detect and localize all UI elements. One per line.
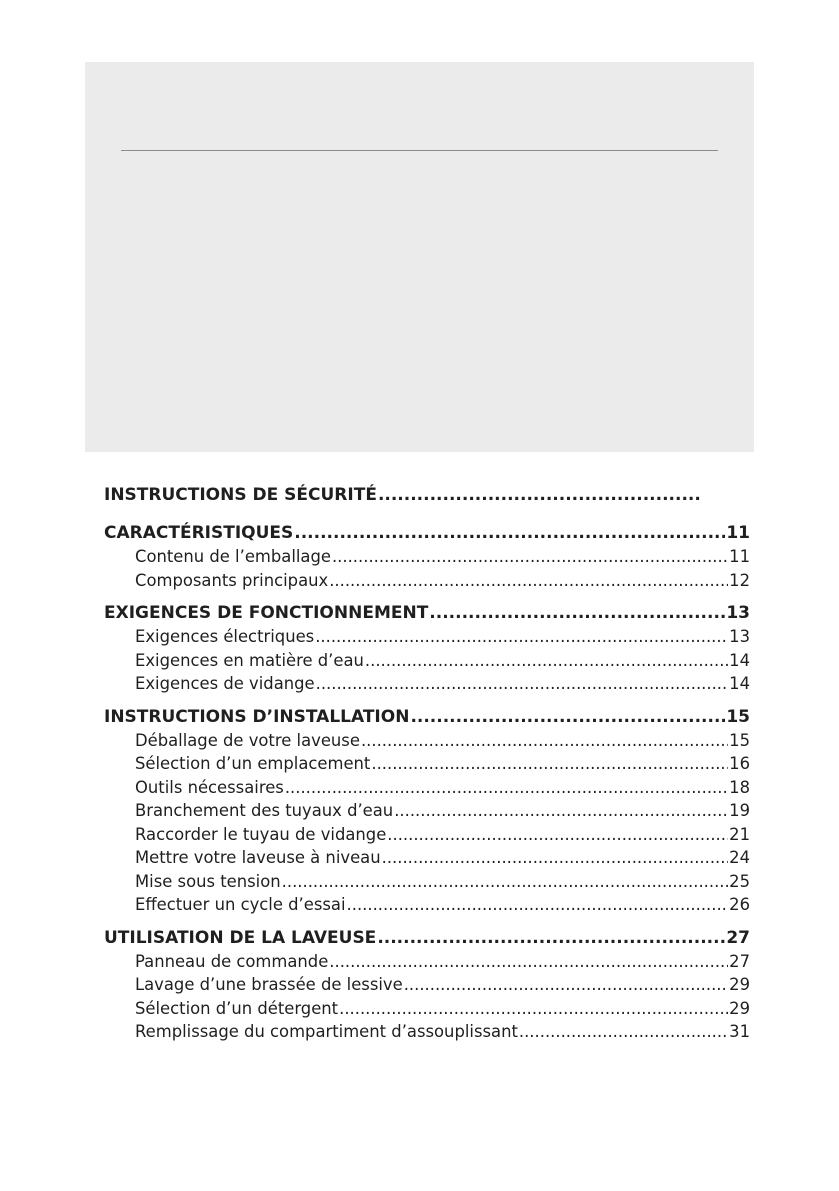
toc-page: 11 bbox=[729, 547, 750, 566]
toc-label: Lavage d’une brassée de lessive bbox=[135, 975, 403, 994]
toc-leader bbox=[329, 950, 728, 974]
toc-item-leveling[interactable] bbox=[104, 846, 750, 870]
toc-label: Remplissage du compartiment d’assouplissant bbox=[135, 1022, 518, 1041]
toc-leader bbox=[404, 973, 728, 997]
toc-label: Exigences en matière d’eau bbox=[135, 650, 364, 670]
toc-page: 25 bbox=[729, 871, 750, 891]
toc-section-using-washer[interactable] bbox=[104, 927, 750, 950]
toc-label: Déballage de votre laveuse bbox=[135, 730, 360, 750]
toc-leader bbox=[294, 522, 725, 545]
toc-page: 12 bbox=[729, 570, 750, 590]
toc-leader bbox=[394, 799, 728, 823]
header-divider bbox=[121, 150, 718, 151]
toc-label: Sélection d’un détergent bbox=[135, 998, 339, 1018]
toc-page: 16 bbox=[729, 754, 750, 773]
toc-page: 15 bbox=[729, 730, 750, 750]
toc-label: Contenu de l’emballage bbox=[135, 547, 331, 566]
header-panel bbox=[85, 62, 754, 452]
toc-item-softener[interactable] bbox=[104, 1020, 750, 1044]
toc-page: 26 bbox=[729, 895, 750, 914]
toc-page: 27 bbox=[726, 927, 750, 948]
toc-page: 14 bbox=[729, 674, 750, 693]
toc-label: Mise sous tension bbox=[135, 871, 281, 891]
toc-page: 24 bbox=[729, 848, 750, 867]
toc-label: Branchement des tuyaux d’eau bbox=[135, 801, 394, 820]
toc-page: 15 bbox=[726, 706, 750, 727]
toc-page: 18 bbox=[729, 777, 750, 797]
toc-leader bbox=[332, 545, 728, 569]
toc-leader bbox=[382, 846, 729, 870]
toc-item-test-cycle[interactable] bbox=[104, 893, 750, 917]
toc-label: INSTRUCTIONS DE SÉCURITÉ bbox=[104, 485, 377, 505]
toc-label: UTILISATION DE LA LAVEUSE bbox=[104, 927, 377, 948]
toc-leader bbox=[329, 569, 728, 593]
toc-item-power-on[interactable] bbox=[104, 870, 750, 894]
toc-label: Sélection d’un emplacement bbox=[135, 754, 371, 773]
toc-label: EXIGENCES DE FONCTIONNEMENT bbox=[104, 603, 429, 623]
toc-item-control-panel[interactable] bbox=[104, 950, 750, 974]
toc-label: Exigences de vidange bbox=[135, 674, 315, 693]
toc-item-package-contents[interactable] bbox=[104, 545, 750, 569]
toc-page: 29 bbox=[729, 998, 750, 1018]
toc-label: Mettre votre laveuse à niveau bbox=[135, 848, 381, 867]
toc-page: 13 bbox=[729, 627, 750, 646]
toc-leader bbox=[282, 870, 728, 894]
toc-label: Exigences électriques bbox=[135, 627, 315, 646]
toc-label: INSTRUCTIONS D’INSTALLATION bbox=[104, 706, 410, 727]
toc-section-installation[interactable] bbox=[104, 706, 750, 729]
toc-item-electrical-requirements[interactable] bbox=[104, 625, 750, 649]
toc-page: 29 bbox=[729, 975, 750, 994]
toc-label: Composants principaux bbox=[135, 570, 329, 590]
toc-page: 21 bbox=[729, 824, 750, 844]
toc-section-operating-requirements[interactable] bbox=[104, 602, 750, 625]
toc-leader bbox=[377, 927, 725, 950]
toc-page: 31 bbox=[729, 1022, 750, 1041]
toc-page: 14 bbox=[729, 650, 750, 670]
toc-item-unpacking[interactable] bbox=[104, 729, 750, 753]
toc-item-water-hoses[interactable] bbox=[104, 799, 750, 823]
toc-item-detergent[interactable] bbox=[104, 997, 750, 1021]
toc-leader bbox=[387, 823, 728, 847]
toc-leader bbox=[315, 625, 728, 649]
toc-label: Effectuer un cycle d’essai bbox=[135, 895, 346, 914]
toc-leader bbox=[316, 672, 729, 696]
toc-label: Outils nécessaires bbox=[135, 777, 284, 797]
toc-leader bbox=[371, 752, 728, 776]
toc-item-drain-hose[interactable] bbox=[104, 823, 750, 847]
toc-item-main-components[interactable] bbox=[104, 569, 750, 593]
toc-leader bbox=[339, 997, 728, 1021]
toc-item-drain-requirements[interactable] bbox=[104, 672, 750, 696]
toc-section-safety[interactable] bbox=[104, 484, 750, 507]
toc-leader bbox=[519, 1020, 728, 1044]
toc-leader bbox=[347, 893, 729, 917]
toc-leader bbox=[378, 484, 700, 507]
toc-item-location[interactable] bbox=[104, 752, 750, 776]
toc-leader bbox=[365, 649, 728, 673]
toc-leader bbox=[361, 729, 728, 753]
toc-leader bbox=[429, 602, 725, 625]
toc-page: 19 bbox=[729, 801, 750, 820]
toc-label: Panneau de commande bbox=[135, 951, 329, 971]
toc-item-tools[interactable] bbox=[104, 776, 750, 800]
toc-page: 11 bbox=[726, 523, 750, 543]
table-of-contents bbox=[104, 484, 750, 1044]
toc-page: 27 bbox=[729, 951, 750, 971]
toc-label: CARACTÉRISTIQUES bbox=[104, 523, 294, 543]
toc-leader bbox=[410, 706, 725, 729]
toc-section-features[interactable] bbox=[104, 522, 750, 545]
toc-page: 13 bbox=[726, 603, 750, 623]
toc-item-water-requirements[interactable] bbox=[104, 649, 750, 673]
toc-label: Raccorder le tuyau de vidange bbox=[135, 824, 387, 844]
toc-leader bbox=[285, 776, 728, 800]
toc-item-washing-load[interactable] bbox=[104, 973, 750, 997]
